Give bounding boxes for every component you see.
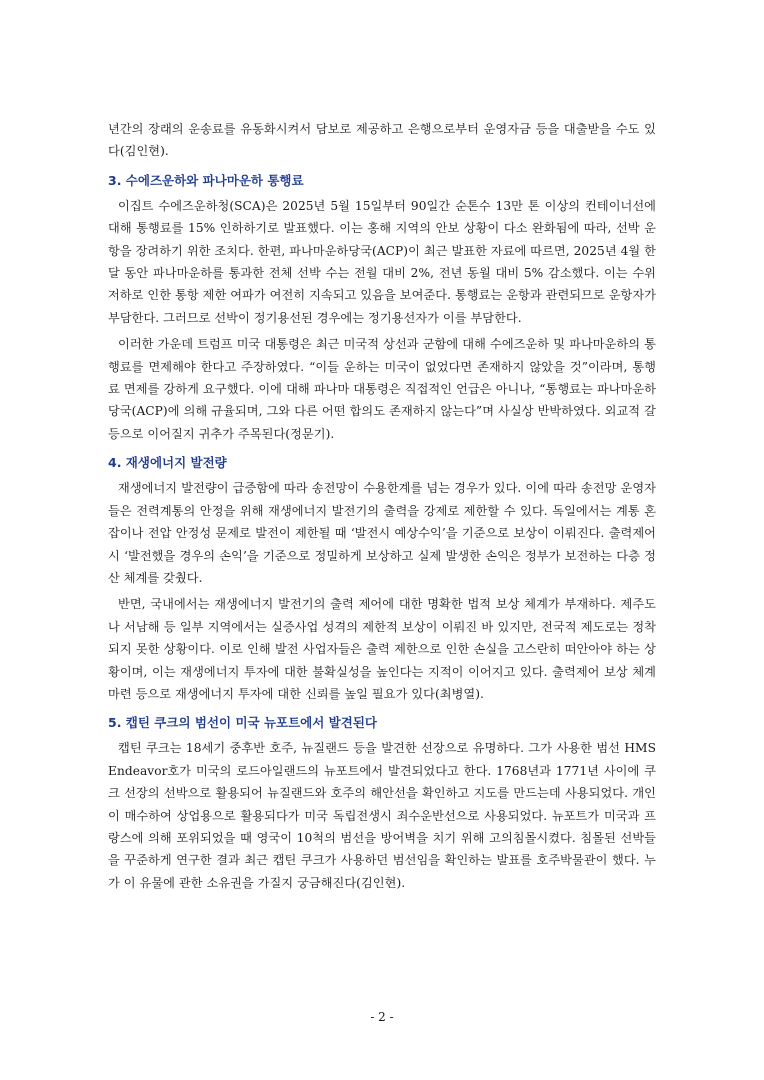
paragraph: 재생에너지 발전량이 급증함에 따라 송전망이 수용한계를 넘는 경우가 있다. 이에 따라 송전망 운영자들은 전력계통의 안정을 위해 재생에너지 발전기의 출력을 강제로 제한할 수 있다. 독일에서는 계통 혼잡이나 전압 안정성 문제로 발전이 제한될 때 ‘발전시 예상수익’을 기준으로 보상이 이뤄진다. 출력제어시 ‘발전했을 경우의 손익’을 기준으로 정밀하게 보상하고 실제 발생한 손익은 정부가 보전하는 다층 정산 체계를 갖췄다.	[108, 481, 656, 585]
section-heading-captain-cook: 5. 캡틴 쿠크의 범선이 미국 뉴포트에서 발견된다	[108, 715, 377, 731]
paragraph: 캡틴 쿠크는 18세기 중후반 호주, 뉴질랜드 등을 발견한 선장으로 유명하다. 그가 사용한 범선 HMS Endeavor호가 미국의 로드아일랜드의 뉴포트에서 발견되었다고 한다. 1768년과 1771년 사이에 쿠크 선장의 선박으로 활용되어 뉴질랜드와 호주의 해안선을 확인하고 지도를 만드는데 사용되었다. 개인이 매수하여 상업용으로 활용되다가 미국 독립전생시 죄수운반선으로 사용되었다. 뉴포트가 미국과 프랑스에 의해 포위되었을 때 영국이 10척의 범선을 방어벽을 치기 위해 고의침몰시켰다. 침몰된 선박들을 꾸준하게 연구한 결과 최근 캡틴 쿠크가 사용하던 범선임을 확인하는 발표를 호주박물관이 했다. 누가 이 유물에 관한 소유권을 가질지 궁금해진다(김인현).	[108, 741, 656, 890]
section-heading-canal-tolls: 3. 수에즈운하와 파나마운하 통행료	[108, 172, 304, 188]
paragraph: 이집트 수에즈운하청(SCA)은 2025년 5월 15일부터 90일간 순톤수 13만 톤 이상의 컨테이너선에 대해 통행료를 15% 인하하기로 발표했다. 이는 홍해 지역의 안보 상황이 다소 완화됨에 따라, 선박 운항을 장려하기 위한 조치다. 한편, 파나마운하당국(ACP)이 최근 발표한 자료에 따르면, 2025년 4월 한 달 동안 파나마운하를 통과한 전체 선박 수는 전월 대비 2%, 전년 동월 대비 5% 감소했다. 이는 수위 저하로 인한 통항 제한 여파가 여전히 지속되고 있음을 보여준다. 통행료는 운항과 관련되므로 운항자가 부담한다. 그러므로 선박이 정기용선된 경우에는 정기용선자가 이를 부담한다.	[108, 198, 656, 325]
document-body	[108, 118, 656, 894]
paragraph: 반면, 국내에서는 재생에너지 발전기의 출력 제어에 대한 명확한 법적 보상 체계가 부재하다. 제주도나 서남해 등 일부 지역에서는 실증사업 성격의 제한적 보상이 이뤄진 바 있지만, 전국적 제도로는 정착되지 못한 상황이다. 이로 인해 발전 사업자들은 출력 제한으로 인한 손실을 고스란히 떠안아야 하는 상황이며, 이는 재생에너지 투자에 대한 불확실성을 높인다는 지적이 이어지고 있다. 출력제어 보상 체계 마련 등으로 재생에너지 투자에 대한 신뢰를 높일 필요가 있다(최병열).	[108, 597, 656, 701]
intro-paragraph: 년간의 장래의 운송료를 유동화시켜서 담보로 제공하고 은행으로부터 운영자금 등을 대출받을 수도 있다(김인현).	[108, 122, 656, 159]
page-number: - 2 -	[370, 1010, 394, 1024]
paragraph: 이러한 가운데 트럼프 미국 대통령은 최근 미국적 상선과 군함에 대해 수에즈운하 및 파나마운하의 통행료를 면제해야 한다고 주장하였다. “이들 운하는 미국이 없었다면 존재하지 않았을 것”이라며, 통행료 면제를 강하게 요구했다. 이에 대해 파나마 대통령은 직접적인 언급은 아니나, “통행료는 파나마운하당국(ACP)에 의해 규율되며, 그와 다른 어떤 합의도 존재하지 않는다”며 사실상 반박하였다. 외교적 갈등으로 이어질지 귀추가 주목된다(정문기).	[108, 337, 656, 441]
section-heading-renewable-energy: 4. 재생에너지 발전량	[108, 455, 227, 471]
